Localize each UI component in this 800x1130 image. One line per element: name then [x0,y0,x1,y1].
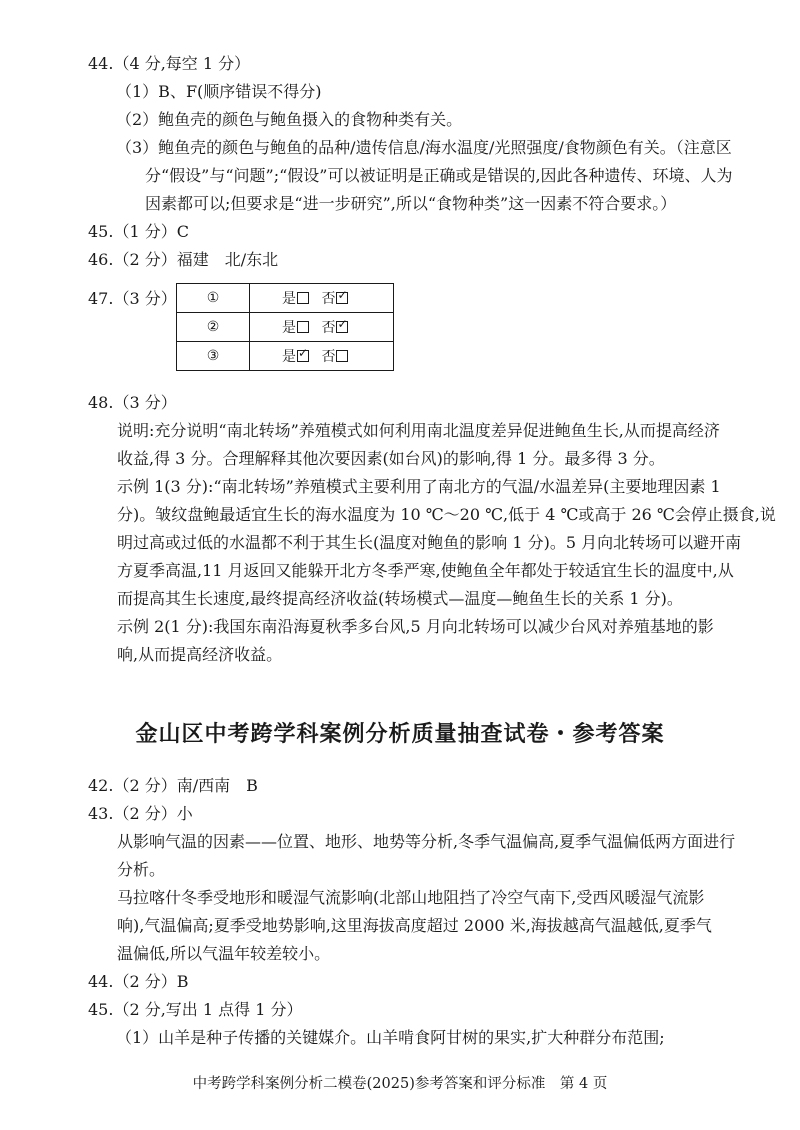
q45-answer: 45.（1 分）C [88,222,189,241]
q44-header: 44.（4 分,每空 1 分） [88,54,251,73]
no-checkbox [336,350,348,362]
q48-line: 收益,得 3 分。合理解释其他次要因素(如台风)的影响,得 1 分。最多得 3 分。 [117,449,665,468]
page-footer: 中考跨学科案例分析二模卷(2025)参考答案和评分标准 第 4 页 [192,1076,608,1092]
section-title: 金山区中考跨学科案例分析质量抽查试卷・参考答案 [135,722,665,747]
q42-answer: 42.（2 分）南/西南 B [88,776,258,795]
q48-line: 分)。皱纹盘鲍最适宜生长的海水温度为 10 ℃～20 ℃,低于 4 ℃或高于 26 ℃会停止摄食,说 [117,505,776,524]
yes-label: 是 [282,349,296,365]
q48-line: 方夏季高温,11 月返回又能躲开北方冬季严寒,使鲍鱼全年都处于较适宜生长的温度中,从 [117,561,734,580]
q48-line: 示例 2(1 分):我国东南沿海夏秋季多台风,5 月向北转场可以减少台风对养殖基地的影 [117,617,714,636]
q48-header: 48.（3 分） [88,393,177,412]
table-row [177,284,394,313]
q48-line: 响,从而提高经济收益。 [117,645,283,664]
q44-answer-3-line3: 因素都可以;但要求是“进一步研究”,所以“食物种类”这一因素不符合要求。） [145,194,677,213]
yes-label: 是 [282,291,296,307]
q44-answer-3-line1: （3）鲍鱼壳的颜色与鲍鱼的品种/遗传信息/海水温度/光照强度/食物颜色有关。（注意区 [116,138,732,157]
q44-answer-2: （2）鲍鱼壳的颜色与鲍鱼摄入的食物种类有关。 [116,110,463,129]
table-row [177,313,394,342]
no-label: 否 [321,291,336,307]
q45-answer-1: （1）山羊是种子传播的关键媒介。山羊啃食阿甘树的果实,扩大种群分布范围; [116,1028,665,1047]
row-number: ③ [177,342,250,371]
yes-label: 是 [282,320,296,336]
row-number: ① [177,284,250,313]
q47-header: 47.（3 分） [88,289,177,308]
q43-line: 从影响气温的因素——位置、地形、地势等分析,冬季气温偏高,夏季气温偏低两方面进行 [117,832,736,851]
q44-answer-3-line2: 分“假设”与“问题”;“假设”可以被证明是正确或是错误的,因此各种遗传、环境、人为 [145,166,733,185]
no-checkbox [336,321,348,333]
yes-checkbox [297,350,309,362]
q46-answer: 46.（2 分）福建 北/东北 [88,250,279,269]
no-label: 否 [321,349,336,365]
q43-header: 43.（2 分）小 [88,804,193,823]
no-checkbox [336,292,348,304]
q43-line: 分析。 [117,860,166,879]
q43-line: 温偏低,所以气温年较差较小。 [117,944,331,963]
yes-checkbox [297,321,309,333]
yes-checkbox [297,292,309,304]
row-number: ② [177,313,250,342]
q45-header: 45.（2 分,写出 1 点得 1 分） [88,1000,303,1019]
q47-answer-table [176,283,394,371]
q44-answer: 44.（2 分）B [88,972,189,991]
q48-line: 示例 1(3 分):“南北转场”养殖模式主要利用了南北方的气温/水温差异(主要地理因素 1 [117,477,721,496]
no-label: 否 [321,320,336,336]
q43-line: 马拉喀什冬季受地形和暖湿气流影响(北部山地阻挡了冷空气南下,受西风暖湿气流影 [117,888,705,907]
q43-line: 响),气温偏高;夏季受地势影响,这里海拔高度超过 2000 米,海拔越高气温越低,夏季气 [117,916,712,935]
q48-line: 说明:充分说明“南北转场”养殖模式如何利用南北温度差异促进鲍鱼生长,从而提高经济 [117,421,720,440]
q48-line: 而提高其生长速度,最终提高经济收益(转场模式—温度—鲍鱼生长的关系 1 分)。 [117,589,683,608]
table-row [177,342,394,371]
q44-answer-1: （1）B、F(顺序错误不得分) [116,82,322,101]
q48-line: 明过高或过低的水温都不利于其生长(温度对鲍鱼的影响 1 分)。5 月向北转场可以避开南 [117,533,742,552]
